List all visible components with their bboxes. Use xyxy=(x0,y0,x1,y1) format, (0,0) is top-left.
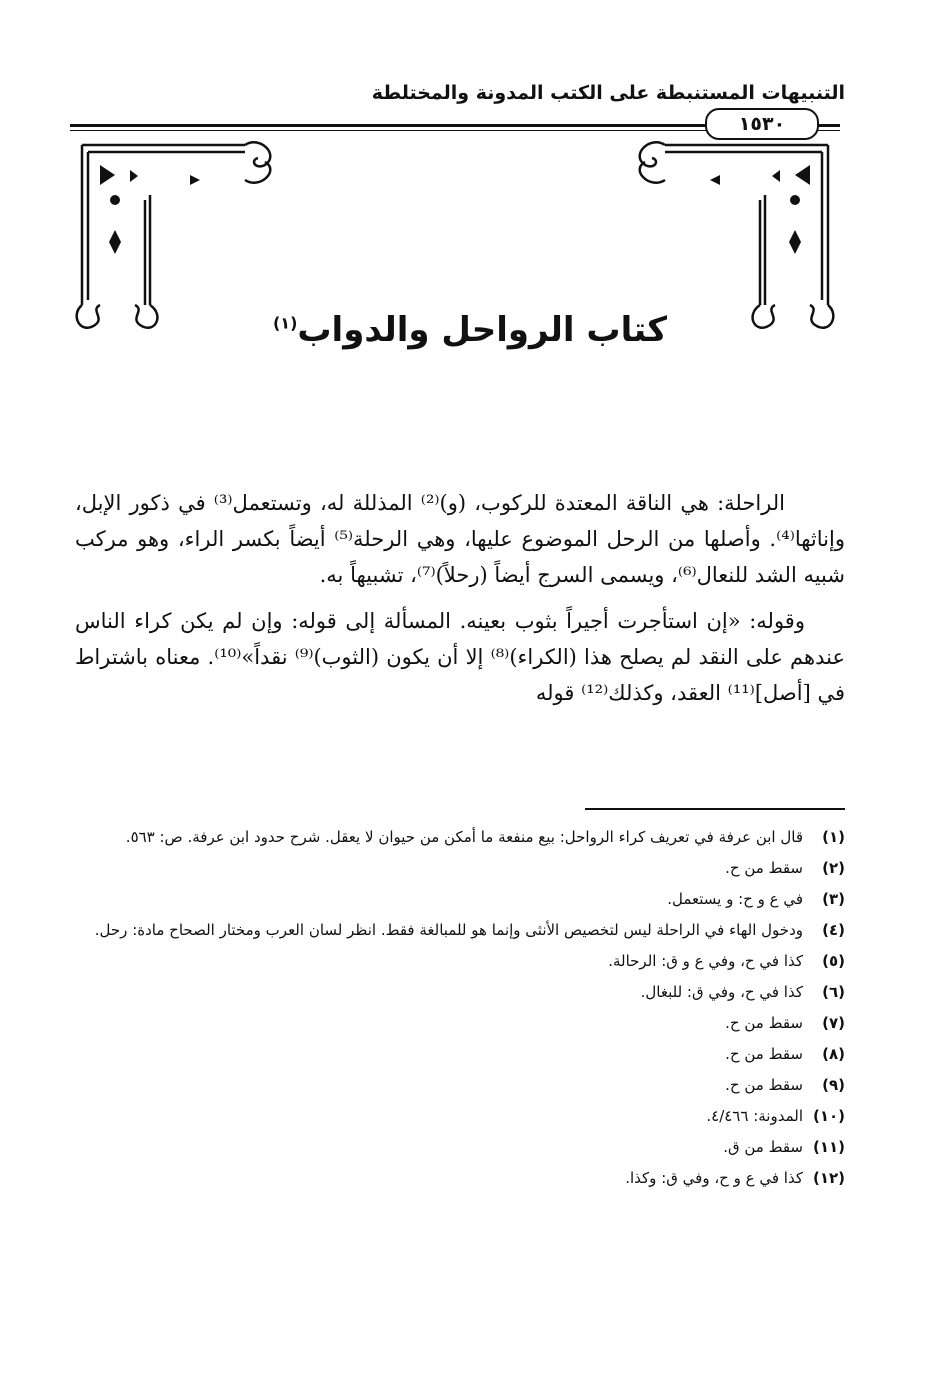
footnote xyxy=(75,977,845,1008)
footnote-text: سقط من ح. xyxy=(725,859,803,877)
chapter-title-text: كتاب الرواحل والدواب xyxy=(297,310,667,350)
footnote xyxy=(75,1163,845,1194)
footnote-number: (٨) xyxy=(822,1045,845,1063)
footnote xyxy=(75,1039,845,1070)
footnote xyxy=(75,884,845,915)
footnote-number: (٥) xyxy=(822,952,845,970)
footnote xyxy=(75,946,845,977)
footnote-separator xyxy=(585,808,845,810)
page-number: ١٥٣٠ xyxy=(705,108,819,140)
footnote-text: سقط من ح. xyxy=(725,1076,803,1094)
running-title: التنبيهات المستنبطة على الكتب المدونة والمختلطة xyxy=(371,82,845,104)
footnote-text: سقط من ح. xyxy=(725,1014,803,1032)
footnote-number: (١٠) xyxy=(812,1107,845,1125)
footnote-number: (٣) xyxy=(822,890,845,908)
footnote xyxy=(75,1101,845,1132)
footnote xyxy=(75,1132,845,1163)
footnote-number: (٤) xyxy=(822,921,845,939)
footnote-text: المدونة: ٤/٤٦٦. xyxy=(706,1107,803,1125)
footnote-text: قال ابن عرفة في تعريف كراء الرواحل: بيع منفعة ما أمكن من حيوان لا يعقل. شرح حدود ابن عرفة. ص: ٥٦٣. xyxy=(125,828,803,846)
footnote-number: (٢) xyxy=(822,859,845,877)
footnote-number: (٦) xyxy=(822,983,845,1001)
footnote-number: (٩) xyxy=(822,1076,845,1094)
body-text xyxy=(75,485,845,721)
footnote-text: كذا في ح، وفي ق: للبغال. xyxy=(640,983,803,1001)
chapter-title-note: (١) xyxy=(272,313,298,333)
footnote-number: (١) xyxy=(822,828,845,846)
footnote-text: ودخول الهاء في الراحلة ليس لتخصيص الأنثى وإنما هو للمبالغة فقط. انظر لسان العرب ومختار الصحاح مادة: رحل. xyxy=(94,921,803,939)
paragraph-1: الراحلة: هي الناقة المعتدة للركوب، (و)⁽²⁾ المذللة له، وتستعمل⁽³⁾ في ذكور الإبل، وإناثها⁽⁴⁾. وأصلها من الرحل الموضوع عليها، وهي الرحلة⁽⁵⁾ أيضاً بكسر الراء، وهو مركب شبيه الشد للنعال⁽⁶⁾، ويسمى السرج أيضاً (رحلاً)⁽⁷⁾، تشبيهاً به. xyxy=(75,491,845,587)
footnotes xyxy=(75,822,845,1194)
chapter-title xyxy=(200,310,740,350)
footnote-text: في ع و ح: و يستعمل. xyxy=(667,890,803,908)
footnote-number: (١٢) xyxy=(812,1169,845,1187)
footnote xyxy=(75,853,845,884)
footnote xyxy=(75,915,845,946)
footnote-number: (٧) xyxy=(822,1014,845,1032)
footnote-text: سقط من ق. xyxy=(723,1138,803,1156)
footnote xyxy=(75,822,845,853)
footnote-text: كذا في ح، وفي ع و ق: الرحالة. xyxy=(608,952,803,970)
paragraph-2: وقوله: «إن استأجرت أجيراً بثوب بعينه. المسألة إلى قوله: وإن لم يكن كراء الناس عندهم على النقد لم يصلح هذا (الكراء)⁽⁸⁾ إلا أن يكون (الثوب)⁽⁹⁾ نقداً»⁽¹⁰⁾. معناه باشتراط في [أصل]⁽¹¹⁾ العقد، وكذلك⁽¹²⁾ قوله xyxy=(75,609,845,705)
footnote-text: كذا في ع و ح، وفي ق: وكذا. xyxy=(625,1169,803,1187)
footnote xyxy=(75,1008,845,1039)
footnote xyxy=(75,1070,845,1101)
footnote-number: (١١) xyxy=(812,1138,845,1156)
footnote-text: سقط من ح. xyxy=(725,1045,803,1063)
